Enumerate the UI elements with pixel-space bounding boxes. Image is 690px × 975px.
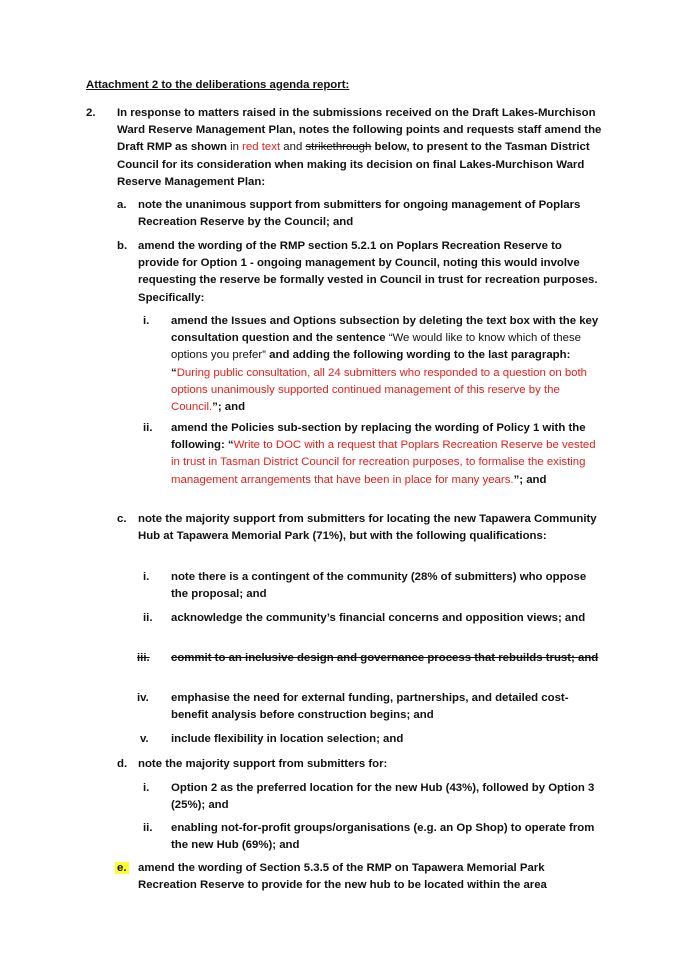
subitem-label-d-ii: ii. xyxy=(143,822,153,834)
item-label-e xyxy=(115,860,129,877)
attachment-heading: Attachment 2 to the deliberations agenda report: xyxy=(86,79,350,91)
subitem-label-c-iv: iv. xyxy=(137,692,149,704)
item-label-c: c. xyxy=(117,513,127,525)
subitem-label-c-ii: ii. xyxy=(143,612,153,624)
highlight-mark: e. xyxy=(117,862,127,874)
subitem-c-v-text: include flexibility in location selection; and xyxy=(171,733,404,745)
item-number: 2. xyxy=(86,107,96,119)
subitem-c-i-text: note there is a contingent of the community (28% of submitters) who oppose the proposal; and xyxy=(171,571,587,601)
subitem-label-c-iii: iii. xyxy=(137,652,150,664)
item-e-text: amend the wording of Section 5.3.5 of the RMP on Tapawera Memorial Park Recreation Reserve to provide for the new hub to be located within the area xyxy=(138,862,547,892)
item-c-text: note the majority support from submitters for locating the new Tapawera Community Hub at Tapawera Memorial Park (71%), but with the following qualifications: xyxy=(138,513,597,543)
item-label-b: b. xyxy=(117,240,128,252)
subitem-c-iv-text: emphasise the need for external funding, partnerships, and detailed cost-benefit analysis before construction begins; and xyxy=(171,692,569,722)
item-b-text: amend the wording of the RMP section 5.2.1 on Poplars Recreation Reserve to provide for Option 1 - ongoing management by Council, noting this would involve requesting the reserve be formally vested in Council in trust for recreation purposes. Specifically: xyxy=(138,240,598,304)
subitem-d-ii-text: enabling not-for-profit groups/organisations (e.g. an Op Shop) to operate from the new Hub (69%); and xyxy=(171,822,595,852)
subitem-label-d-i: i. xyxy=(143,782,150,794)
subitem-label-b-ii: ii. xyxy=(143,422,153,434)
subitem-c-iii-text: commit to an inclusive design and governance process that rebuilds trust; and xyxy=(171,652,599,664)
item-d-text: note the majority support from submitters for: xyxy=(138,758,388,770)
item-label-a: a. xyxy=(117,199,127,211)
item-a-text: note the unanimous support from submitters for ongoing management of Poplars Recreation Reserve by the Council; and xyxy=(138,199,581,229)
item-label-d: d. xyxy=(117,758,128,770)
subitem-label-b-i: i. xyxy=(143,315,150,327)
subitem-b-ii-text: amend the Policies sub-section by replacing the wording of Policy 1 with the following: “Write to DOC with a request that Poplars Recreation Reserve be vested in trust in Tasman District Council for recreation purposes, to formalise the existing management arrangements that have been in place for many years.”; and xyxy=(171,422,596,486)
subitem-d-i-text: Option 2 as the preferred location for the new Hub (43%), followed by Option 3 (25%); and xyxy=(171,782,595,812)
subitem-label-c-v: v. xyxy=(140,733,149,745)
subitem-b-i-text: amend the Issues and Options subsection by deleting the text box with the key consultation question and the sentence “We would like to know which of these options you prefer” and adding the following wording to the last paragraph: “During public consultation, all 24 submitters who responded to a question on both options unanimously supported continued management of this reserve by the Council.”; and xyxy=(171,315,599,414)
subitem-c-ii-text: acknowledge the community’s financial concerns and opposition views; and xyxy=(171,612,586,624)
subitem-label-c-i: i. xyxy=(143,571,150,583)
item-2-intro: In response to matters raised in the submissions received on the Draft Lakes-Murchison Ward Reserve Management Plan, notes the following points and requests staff amend the Draft RMP as shown in red text and strikethrough below, to present to the Tasman District Council for its consideration when making its decision on final Lakes-Murchison Ward Reserve Management Plan: xyxy=(117,107,602,188)
